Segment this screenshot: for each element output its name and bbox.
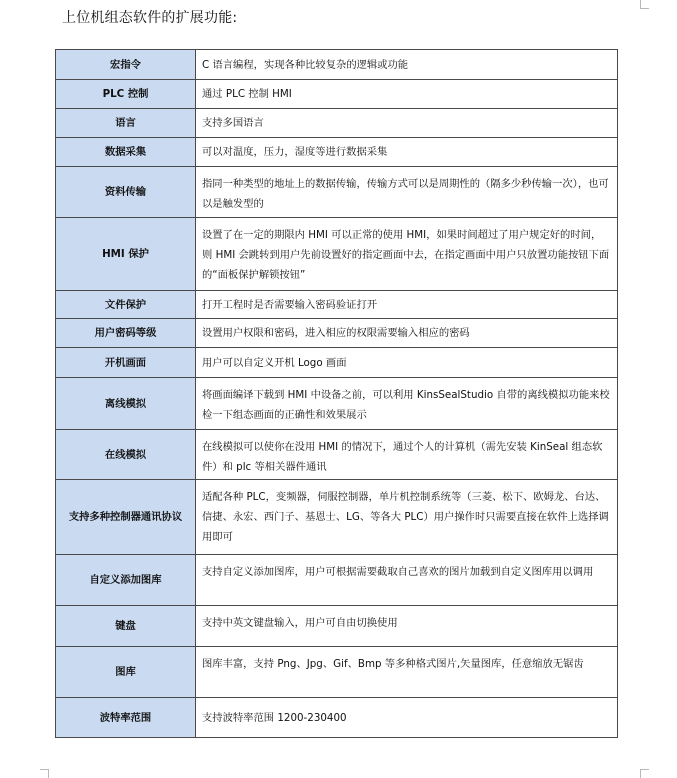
feature-name: HMI 保护 <box>56 218 196 291</box>
table-row <box>56 555 618 606</box>
feature-description: 用户可以自定义开机 Logo 画面 <box>196 348 618 378</box>
table-row <box>56 430 618 480</box>
page-corner-mark-bottom-right <box>640 769 649 778</box>
feature-name: PLC 控制 <box>56 80 196 109</box>
feature-name: 宏指令 <box>56 50 196 80</box>
table-row <box>56 319 618 348</box>
table-row <box>56 80 618 109</box>
table-row <box>56 606 618 647</box>
feature-name: 开机画面 <box>56 348 196 378</box>
feature-name: 用户密码等级 <box>56 319 196 348</box>
feature-description: 支持自定义添加图库，用户可根据需要截取自己喜欢的图片加载到自定义图库用以调用 <box>196 555 618 606</box>
feature-name: 数据采集 <box>56 138 196 167</box>
feature-description: 在线模拟可以使你在没用 HMI 的情况下，通过个人的计算机（需先安装 KinSeal 组态软件）和 plc 等相关器件通讯 <box>196 430 618 480</box>
feature-name: 文件保护 <box>56 291 196 319</box>
table-row <box>56 167 618 218</box>
table-row <box>56 480 618 555</box>
feature-description: 支持波特率范围 1200-230400 <box>196 698 618 738</box>
feature-name: 资料传输 <box>56 167 196 218</box>
feature-name: 波特率范围 <box>56 698 196 738</box>
feature-description: 可以对温度，压力，湿度等进行数据采集 <box>196 138 618 167</box>
table-row <box>56 348 618 378</box>
feature-name: 自定义添加图库 <box>56 555 196 606</box>
table-row <box>56 109 618 138</box>
table-row <box>56 378 618 430</box>
page-corner-mark-top-right <box>640 0 649 9</box>
feature-description: 通过 PLC 控制 HMI <box>196 80 618 109</box>
feature-name: 支持多种控制器通讯协议 <box>56 480 196 555</box>
table-row <box>56 50 618 80</box>
feature-name: 键盘 <box>56 606 196 647</box>
feature-description: 图库丰富，支持 Png、Jpg、Gif、Bmp 等多种格式图片,矢量图库，任意缩放无锯齿 <box>196 647 618 698</box>
feature-description: 设置用户权限和密码，进入相应的权限需要输入相应的密码 <box>196 319 618 348</box>
feature-name: 语言 <box>56 109 196 138</box>
feature-description: 支持中英文键盘输入，用户可自由切换使用 <box>196 606 618 647</box>
feature-description: C 语言编程，实现各种比较复杂的逻辑或功能 <box>196 50 618 80</box>
feature-description: 打开工程时是否需要输入密码验证打开 <box>196 291 618 319</box>
document-heading: 上位机组态软件的扩展功能: <box>62 10 238 26</box>
table-row <box>56 218 618 291</box>
feature-description: 设置了在一定的期限内 HMI 可以正常的使用 HMI，如果时间超过了用户规定好的时间，则 HMI 会跳转到用户先前设置好的指定画面中去，在指定画面中用户只放置功能按钮下面的“面板保护解锁按钮” <box>196 218 618 291</box>
feature-description: 支持多国语言 <box>196 109 618 138</box>
feature-table <box>55 49 618 738</box>
feature-name: 图库 <box>56 647 196 698</box>
feature-description: 将画面编译下载到 HMI 中设备之前，可以利用 KinsSealStudio 自带的离线模拟功能来校检一下组态画面的正确性和效果展示 <box>196 378 618 430</box>
feature-name: 离线模拟 <box>56 378 196 430</box>
feature-description: 适配各种 PLC，变频器，伺服控制器，单片机控制系统等（三菱、松下、欧姆龙、台达、信捷、永宏、西门子、基恩士、LG、等各大 PLC）用户操作时只需要直接在软件上选择调用即可 <box>196 480 618 555</box>
table-row <box>56 647 618 698</box>
feature-description: 指同一种类型的地址上的数据传输，传输方式可以是周期性的（隔多少秒传输一次），也可以是触发型的 <box>196 167 618 218</box>
table-row <box>56 291 618 319</box>
table-row <box>56 138 618 167</box>
page-corner-mark-bottom-left <box>40 769 49 778</box>
feature-name: 在线模拟 <box>56 430 196 480</box>
table-row <box>56 698 618 738</box>
